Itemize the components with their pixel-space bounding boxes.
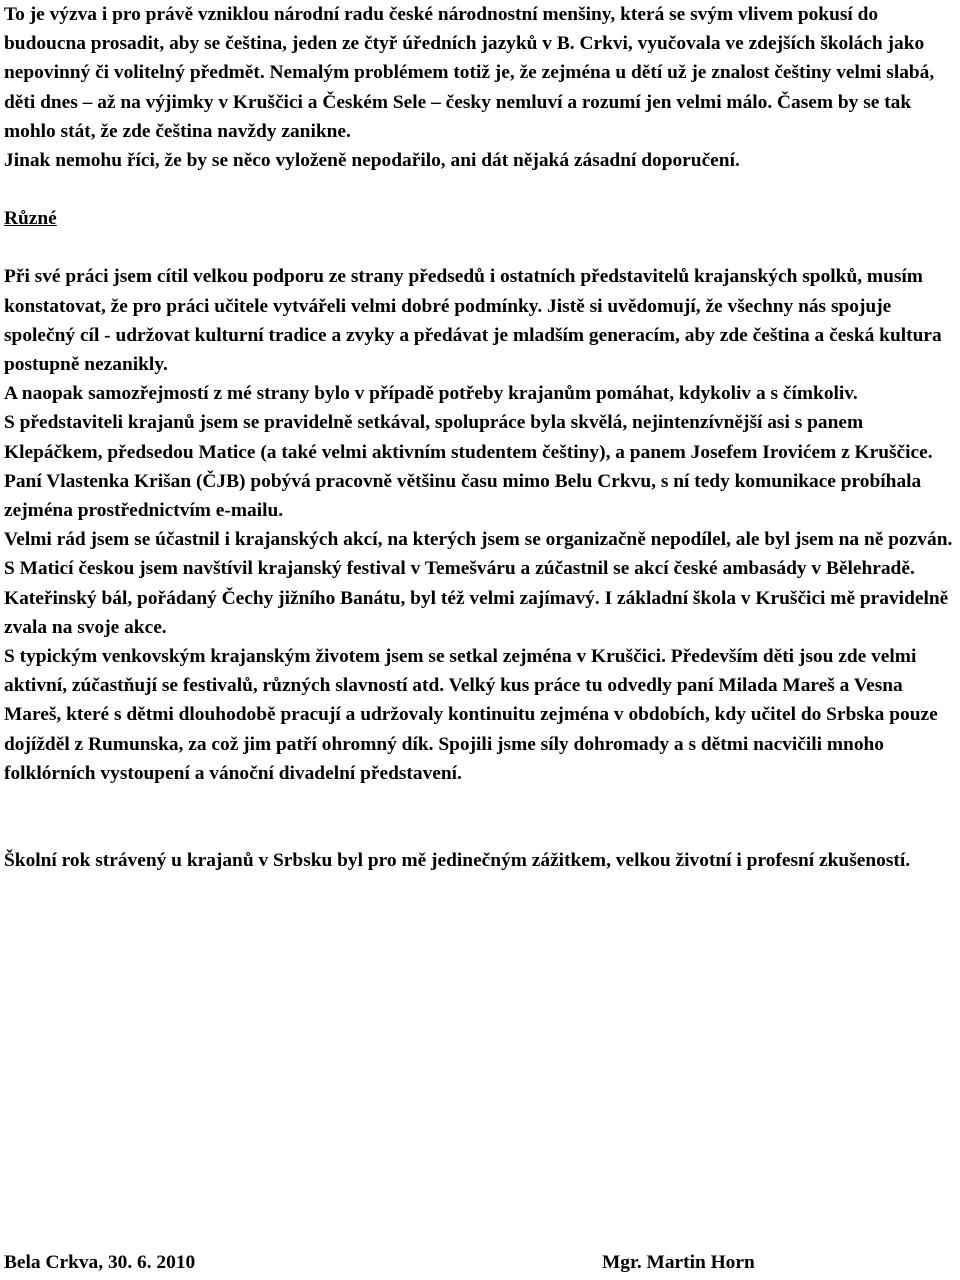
closing-paragraph: Školní rok strávený u krajanů v Srbsku byl pro mě jedinečným zážitkem, velkou životní i profesní zkušeností. [4,850,911,872]
recommendation-paragraph: Jinak nemohu říci, že by se něco vyloženě nepodařilo, ani dát nějaká zásadní doporučení. [4,150,740,172]
body-paragraph-representatives: S představiteli krajanů jsem se pravidelně setkával, spolupráce byla skvělá, nejintenzívnější asi s panem Klepáčkem, předsedou Matice (a také velmi aktivním studentem češtiny), a panem Josefem Irovićem z Kruščice. Paní Vlastenka Krišan (ČJB) pobývá pracovně většinu času mimo Belu Crkvu, s ní tedy komunikace probíhala zejména prostřednictvím e-mailu. [4,412,933,522]
body-paragraph-help: A naopak samozřejmostí z mé strany bylo v případě potřeby krajanům pomáhat, kdykoliv a s čímkoliv. [4,383,858,405]
author-name: Mgr. Martin Horn [602,1252,755,1273]
body-paragraph-events: Velmi rád jsem se účastnil i krajanských akcí, na kterých jsem se organizačně nepodílel, ale byl jsem na ně pozván. S Maticí českou jsem navštívil krajanský festival v Temešváru a zúčastnil se akcí české ambasády v Bělehradě. Kateřinský bál, pořádaný Čechy jižního Banátu, byl též velmi zajímavý. I základní škola v Kruščici mě pravidelně zvala na svoje akce. [4,529,953,638]
section-heading: Různé [4,208,57,230]
body-paragraph-support: Při své práci jsem cítil velkou podporu ze strany předsedů i ostatních představitelů krajanských spolků, musím konstatovat, že pro práci učitele vytvářeli velmi dobré podmínky. Jistě si uvědomují, že všechny nás spojuje společný cíl - udržovat kulturní tradice a zvyky a předávat je mladším generacím, aby zde čeština a česká kultura postupně nezanikly. [4,266,942,376]
body-paragraph-village-life: S typickým venkovským krajanským životem jsem se setkal zejména v Kruščici. Především děti jsou zde velmi aktivní, zúčastňují se festivalů, různých slavností atd. Velký kus práce tu odvedly paní Milada Mareš a Vesna Mareš, které s dětmi dlouhodobě pracují a udržovaly kontinuitu zejména v obdobích, kdy učitel do Srbska pouze dojížděl z Rumunska, za což jim patří ohromný dík. Spojili jsme síly dohromady a s dětmi nacvičili mnoho folklórních vystoupení a vánoční divadelní představení. [4,646,938,784]
intro-paragraph: To je výzva i pro právě vzniklou národní radu české národnostní menšiny, která se svým vlivem pokusí do budoucna prosadit, aby se čeština, jeden ze čtyř úředních jazyků v B. Crkvi, vyučovala ve zdejších školách jako nepovinný či volitelný předmět. Nemalým problémem totiž je, že zejména u dětí už je znalost češtiny velmi slabá, děti dnes – až na výjimky v Kruščici a Českém Sele – česky nemluví a rozumí jen velmi málo. Časem by se tak mohlo stát, že zde čeština navždy zanikne. [4,4,935,142]
place-and-date: Bela Crkva, 30. 6. 2010 [4,1252,196,1273]
document-page [4,0,956,875]
